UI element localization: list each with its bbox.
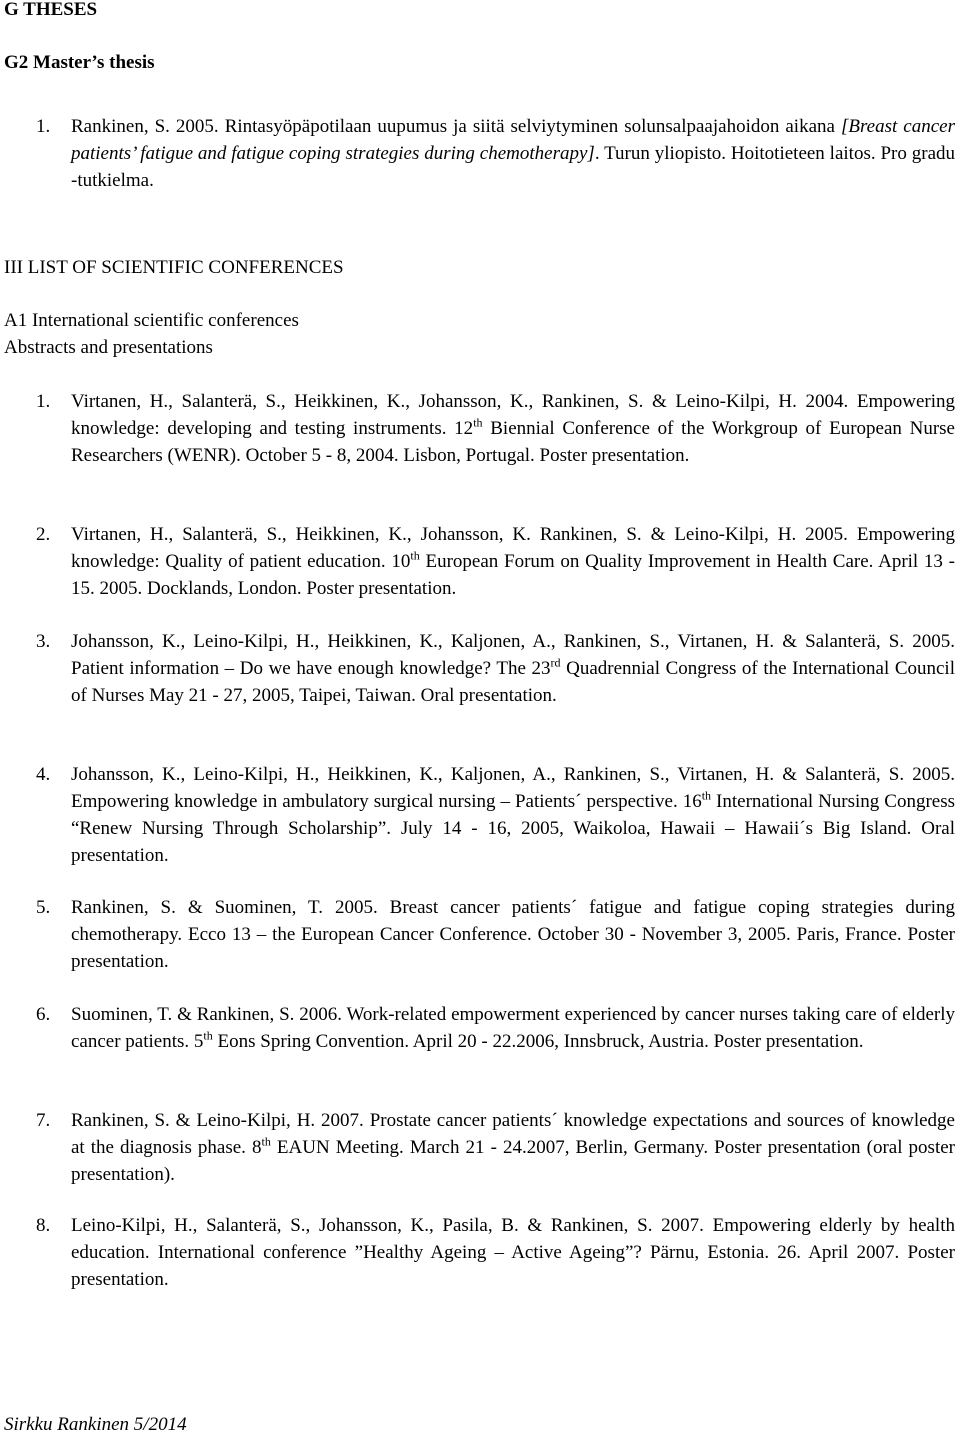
citation-text-end: EAUN Meeting. March 21 - 24.2007, Berlin, Germany. Poster presentation (oral poster presentation). — [71, 1137, 955, 1185]
citation-text: Rankinen, S. 2005. Rintasyöpäpotilaan uupumus ja siitä selviytyminen solunsalpaajahoidon aikana — [71, 116, 841, 137]
list-item-number: 1. — [36, 391, 51, 412]
list-item-number: 5. — [36, 897, 51, 918]
citation-text: Rankinen, S. & Leino-Kilpi, H. 2007. Prostate cancer patients´ knowledge expectations and sources of knowledge at the diagnosis phase. 8 — [71, 1110, 955, 1158]
list-item-text — [71, 388, 955, 469]
citation-text: Suominen, T. & Rankinen, S. 2006. Work-related empowerment experienced by cancer nurses taking care of elderly cancer patients. 5 — [71, 1004, 955, 1052]
citation-text-end: Biennial Conference of the Workgroup of European Nurse Researchers (WENR). October 5 - 8, 2004. Lisbon, Portugal. Poster presentation. — [71, 418, 955, 466]
citation-text: Virtanen, H., Salanterä, S., Heikkinen, K., Johansson, K. Rankinen, S. & Leino-Kilpi, H. 2005. Empowering knowledge: Quality of patient education. 10 — [71, 524, 955, 572]
ordinal-suffix: th — [473, 415, 483, 430]
list-item-number: 7. — [36, 1110, 51, 1131]
ordinal-suffix: th — [261, 1134, 271, 1149]
section-iii-heading: III LIST OF SCIENTIFIC CONFERENCES — [4, 257, 344, 278]
list-item-number: 2. — [36, 524, 51, 545]
ordinal-suffix: th — [701, 788, 712, 803]
citation-text-end: European Forum on Quality Improvement in Health Care. April 13 - 15. 2005. Docklands, London. Poster presentation. — [71, 551, 955, 599]
list-item-text — [71, 1107, 955, 1188]
list-item-number: 8. — [36, 1215, 51, 1236]
section-abstracts-subheading: Abstracts and presentations — [4, 337, 213, 358]
citation-text-end: International Nursing Congress “Renew Nursing Through Scholarship”. July 14 - 16, 2005, Waikoloa, Hawaii – Hawaii´s Big Island. Oral presentation. — [71, 791, 955, 866]
citation-text-end: Quadrennial Congress of the International Council of Nurses May 21 - 27, 2005, Taipei, Taiwan. Oral presentation. — [71, 658, 955, 706]
page-footer: Sirkku Rankinen 5/2014 — [4, 1414, 187, 1435]
citation-text: Rankinen, S. & Suominen, T. 2005. Breast cancer patients´ fatigue and fatigue coping strategies during chemotherapy. Ecco 13 – the European Cancer Conference. October 30 - November 3, 2005. Paris, France. Poster presentation. — [71, 897, 955, 972]
citation-text: Johansson, K., Leino-Kilpi, H., Heikkinen, K., Kaljonen, A., Rankinen, S., Virtanen, H. & Salanterä, S. 2005. Empowering knowledge in ambulatory surgical nursing – Patients´ perspective. 16 — [71, 764, 955, 812]
citation-title-italic: [Breast cancer patients’ fatigue and fatigue coping strategies during chemotherapy] — [71, 116, 955, 164]
citation-text: Virtanen, H., Salanterä, S., Heikkinen, K., Johansson, K., Rankinen, S. & Leino-Kilpi, H. 2004. Empowering knowledge: developing and testing instruments. 12 — [71, 391, 955, 439]
citation-text: Johansson, K., Leino-Kilpi, H., Heikkinen, K., Kaljonen, A., Rankinen, S., Virtanen, H. & Salanterä, S. 2005. Patient information – Do we have enough knowledge? The 23 — [71, 631, 955, 679]
list-item-number: 1. — [36, 116, 51, 137]
list-item-text — [71, 628, 955, 709]
section-g2-subheading: G2 Master’s thesis — [4, 52, 155, 73]
section-g-heading: G THESES — [4, 0, 98, 20]
list-item-number: 3. — [36, 631, 51, 652]
list-item-text — [71, 894, 955, 975]
list-item-text — [71, 521, 955, 602]
list-item-text — [71, 113, 955, 194]
list-item-text — [71, 1212, 955, 1293]
section-a1-subheading: A1 International scientific conferences — [4, 310, 299, 331]
citation-text-end: . Turun yliopisto. Hoitotieteen laitos. Pro gradu -tutkielma. — [71, 143, 956, 191]
list-item-number: 4. — [36, 764, 51, 785]
ordinal-suffix: rd — [550, 655, 561, 670]
citation-text: Leino-Kilpi, H., Salanterä, S., Johansson, K., Pasila, B. & Rankinen, S. 2007. Empowering elderly by health education. International conference ”Healthy Ageing – Active Ageing”? Pärnu, Estonia. 26. April 2007. Poster presentation. — [71, 1215, 955, 1290]
list-item-text — [71, 1001, 955, 1055]
ordinal-suffix: th — [410, 548, 420, 563]
citation-text-end: Eons Spring Convention. April 20 - 22.2006, Innsbruck, Austria. Poster presentation. — [212, 1031, 864, 1052]
ordinal-suffix: th — [203, 1028, 213, 1043]
list-item-number: 6. — [36, 1004, 51, 1025]
list-item-text — [71, 761, 955, 869]
